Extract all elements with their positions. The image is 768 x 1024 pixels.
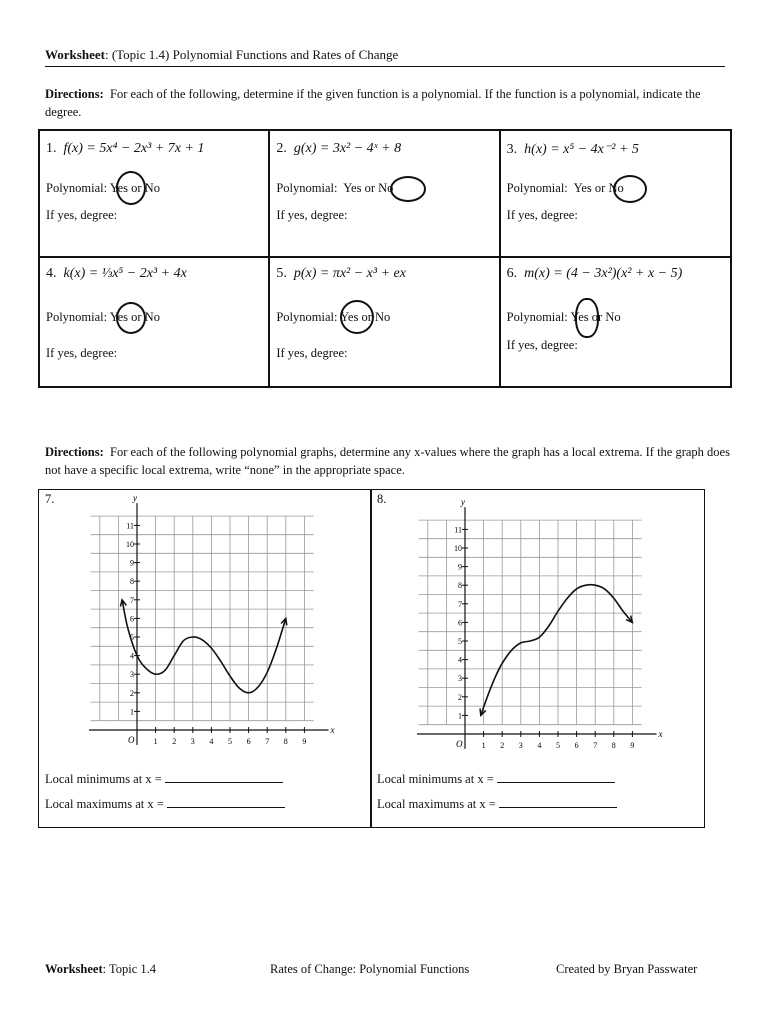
header-bold: Worksheet <box>45 47 105 62</box>
x-tick-label: 1 <box>481 741 486 750</box>
directions-2 <box>45 443 735 479</box>
x-tick-label: 3 <box>518 741 523 750</box>
y-tick-label: 2 <box>458 692 462 702</box>
x-tick-label: 1 <box>153 737 158 746</box>
problem-cell-4 <box>39 257 269 387</box>
header-title: : (Topic 1.4) Polynomial Functions and Rates of Change <box>104 47 399 62</box>
problem-3-function: 3. h(x) = x⁵ − 4x⁻² + 5 <box>506 142 639 157</box>
x-axis-label: x <box>330 725 335 735</box>
y-tick-label: 8 <box>458 581 462 591</box>
directions-1 <box>45 85 725 121</box>
y-tick-label: 5 <box>458 637 462 646</box>
header-rule <box>45 66 725 67</box>
y-tick-label: 8 <box>130 577 134 587</box>
problem-5-function: 5. p(x) = πx² − x³ + ex <box>276 266 406 281</box>
y-tick-label: 6 <box>130 614 134 624</box>
graph-cell-7 <box>38 489 372 828</box>
graph-7-max-line: Local maximums at x = <box>45 795 285 812</box>
graph-7-number: 7. <box>45 492 55 506</box>
x-tick-label: 9 <box>302 737 307 746</box>
y-axis-label: y <box>133 493 137 504</box>
x-tick-label: 2 <box>500 741 505 750</box>
y-tick-label: 9 <box>458 562 462 572</box>
x-tick-label: 7 <box>265 737 270 746</box>
problem-6-choice: Polynomial: Yes or No <box>506 310 621 324</box>
problem-4-choice: Polynomial: Yes or No <box>46 310 160 324</box>
problem-cell-2 <box>269 130 499 257</box>
y-tick-label: 4 <box>130 651 134 661</box>
answer-blank[interactable] <box>497 770 615 783</box>
y-tick-label: 10 <box>126 540 134 549</box>
answer-circle-no <box>390 176 426 202</box>
problem-1-choice: Polynomial: Yes or No <box>46 181 160 195</box>
directions-2-text: For each of the following polynomial graphs, determine any x-values where the graph has a local extrema. If the graph does not have a specific local extrema, write “none” in the appropriate space. <box>45 445 730 477</box>
graph-8-min-line: Local minimums at x = <box>377 770 615 787</box>
problem-cell-5 <box>269 257 499 387</box>
answer-circle-no <box>613 175 647 203</box>
worksheet-header <box>45 47 398 63</box>
problem-4-degree: If yes, degree: <box>46 346 118 360</box>
x-tick-label: 2 <box>172 737 177 746</box>
answer-circle-yes <box>340 300 374 334</box>
y-tick-label: 1 <box>458 711 462 721</box>
answer-blank[interactable] <box>499 795 617 808</box>
y-tick-label: 3 <box>458 674 462 684</box>
y-tick-label: 7 <box>458 599 462 609</box>
x-tick-label: 5 <box>556 741 560 750</box>
directions-1-text: For each of the following, determine if the given function is a polynomial. If the function is a polynomial, indicate the degree. <box>45 87 701 119</box>
y-tick-label: 3 <box>130 670 134 680</box>
graph-8-chart <box>417 496 704 758</box>
problem-cell-1 <box>39 130 269 257</box>
x-tick-label: 6 <box>246 737 251 746</box>
y-tick-label: 7 <box>130 595 134 605</box>
answer-circle-yes <box>116 171 146 205</box>
x-tick-label: 5 <box>228 737 232 746</box>
answer-circle-yes <box>575 298 599 338</box>
problem-4-function: 4. k(x) = ⅓x⁵ − 2x³ + 4x <box>46 266 187 281</box>
directions-2-bold: Directions: <box>45 445 104 459</box>
x-tick-label: 8 <box>611 741 616 750</box>
y-tick-label: 10 <box>454 544 462 553</box>
x-tick-label: 9 <box>630 741 635 750</box>
x-tick-label: 4 <box>209 737 214 746</box>
y-axis-label: y <box>461 497 465 508</box>
problems-table <box>38 129 732 388</box>
y-tick-label: 6 <box>458 618 462 628</box>
x-tick-label: 8 <box>283 737 288 746</box>
problem-5-choice: Polynomial: Yes or No <box>276 310 391 324</box>
x-tick-label: 4 <box>537 741 542 750</box>
problem-6-function: 6. m(x) = (4 − 3x²)(x² + x − 5) <box>506 266 683 281</box>
y-tick-label: 4 <box>458 655 462 665</box>
problem-6-degree: If yes, degree: <box>506 338 578 352</box>
graph-7-chart <box>89 492 371 754</box>
x-tick-label: 6 <box>574 741 579 750</box>
problem-cell-3 <box>500 130 731 257</box>
graph-7-min-line: Local minimums at x = <box>45 770 283 787</box>
origin-label: O <box>456 739 463 749</box>
y-tick-label: 2 <box>130 688 134 698</box>
footer-right: Created by Bryan Passwater <box>556 962 698 976</box>
x-axis-label: x <box>658 729 663 739</box>
footer-center: Rates of Change: Polynomial Functions <box>270 962 470 976</box>
answer-blank[interactable] <box>165 770 283 783</box>
graph-8-max-line: Local maximums at x = <box>377 795 617 812</box>
y-tick-label: 5 <box>130 633 134 642</box>
footer-left: Worksheet: Topic 1.4 <box>45 962 157 976</box>
y-tick-label: 1 <box>130 707 134 717</box>
x-tick-label: 3 <box>190 737 195 746</box>
problem-5-degree: If yes, degree: <box>276 346 348 360</box>
problem-3-choice: Polynomial: Yes or No <box>506 181 624 195</box>
problem-cell-6 <box>500 257 731 387</box>
problem-2-degree: If yes, degree: <box>276 208 348 222</box>
graph-cell-8 <box>370 489 705 828</box>
y-tick-label: 11 <box>454 525 462 535</box>
answer-circle-yes <box>116 302 146 334</box>
problem-2-choice: Polynomial: Yes or No <box>276 181 394 195</box>
directions-1-bold: Directions: <box>45 87 104 101</box>
problem-2-function: 2. g(x) = 3x² − 4ˣ + 8 <box>276 141 402 156</box>
graph-8-number: 8. <box>377 492 387 506</box>
problem-1-degree: If yes, degree: <box>46 208 118 222</box>
y-tick-label: 11 <box>126 521 134 531</box>
answer-blank[interactable] <box>167 795 285 808</box>
problem-3-degree: If yes, degree: <box>506 208 578 222</box>
x-tick-label: 7 <box>593 741 598 750</box>
y-tick-label: 9 <box>130 558 134 568</box>
origin-label: O <box>128 735 135 745</box>
problem-1-function: 1. f(x) = 5x⁴ − 2x³ + 7x + 1 <box>46 141 205 156</box>
